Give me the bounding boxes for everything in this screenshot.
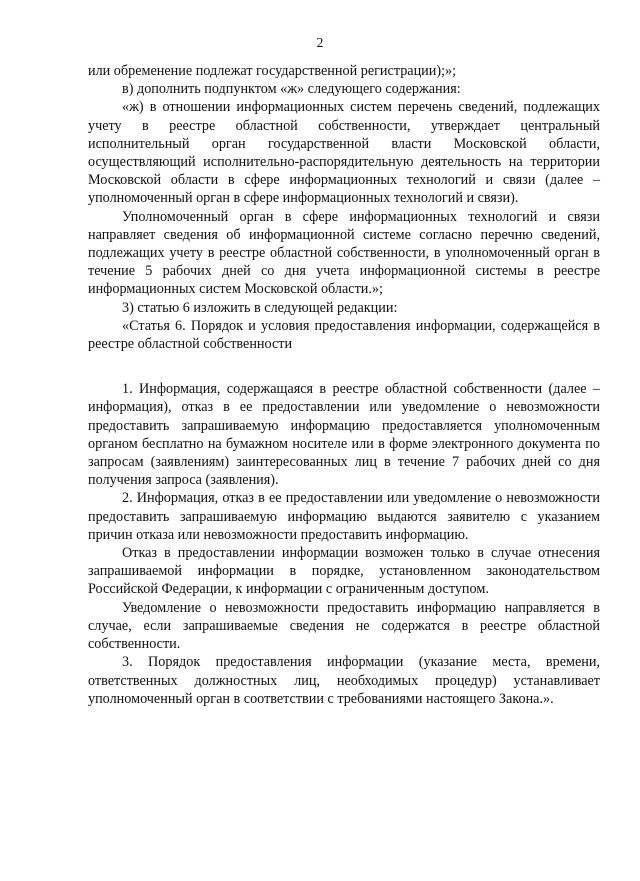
article-6-refusal: Отказ в предоставлении информации возможен только в случае отнесения запрашиваемой информации в порядке, установленном законодательством Российской Федерации, к информации с ограниченным доступом. — [88, 545, 600, 598]
paragraph-continuation: или обременение подлежат государственной регистрации);»; — [88, 63, 457, 79]
paragraph-subitem-zh: «ж) в отношении информационных систем перечень сведений, подлежащих учету в реестре областной собственности, утверждает центральный исполнительный орган государственной власти Московской области, осуществляющий исполнительно-распорядительную деятельность на территории Московской области в сфере информационных технологий и связи (далее – уполномоченный орган в сфере информационных технологий и связи). — [88, 99, 600, 207]
paragraph-authorized-body: Уполномоченный орган в сфере информационных технологий и связи направляет сведения об информационной системе согласно перечню сведений, подлежащих учету в реестре областной собственности, в уполномоченный орган в течение 5 рабочих дней со дня учета информационной системы в реестре информационных систем Московской области.»; — [88, 208, 600, 298]
page-number: 2 — [316, 35, 324, 50]
article-6-notification: Уведомление о невозможности предоставить информацию направляется в случае, если запрашиваемые сведения не содержатся в реестре областной собственности. — [88, 599, 600, 653]
article-6-point-2: 2. Информация, отказ в ее предоставлении или уведомление о невозможности предоставить запрашиваемую информацию выдаются заявителю с указанием причин отказа или невозможности предоставить информацию. — [88, 490, 600, 543]
article-6-title: «Статья 6. Порядок и условия предоставления информации, содержащейся в реестре областной собственности — [88, 317, 600, 353]
document-body — [88, 62, 600, 708]
article-6-point-3: 3. Порядок предоставления информации (указание места, времени, ответственных должностных лиц, необходимых процедур) устанавливает уполномоченный орган в соответствии с требованиями настоящего Закона.». — [88, 654, 600, 707]
paragraph-item-3: 3) статью 6 изложить в следующей редакции: — [122, 299, 398, 316]
article-6-point-1: 1. Информация, содержащаяся в реестре областной собственности (далее – информация), отказ в ее предоставлении или уведомление о невозможности предоставить запрашиваемую информацию предоставляется уполномоченным органом бесплатно на бумажном носителе или в форме электронного документа по запросам (заявлениям) заинтересованных лиц в течение 7 рабочих дней со дня получения запроса (заявления). — [88, 381, 600, 489]
paragraph-item-v: в) дополнить подпунктом «ж» следующего содержания: — [122, 81, 461, 98]
